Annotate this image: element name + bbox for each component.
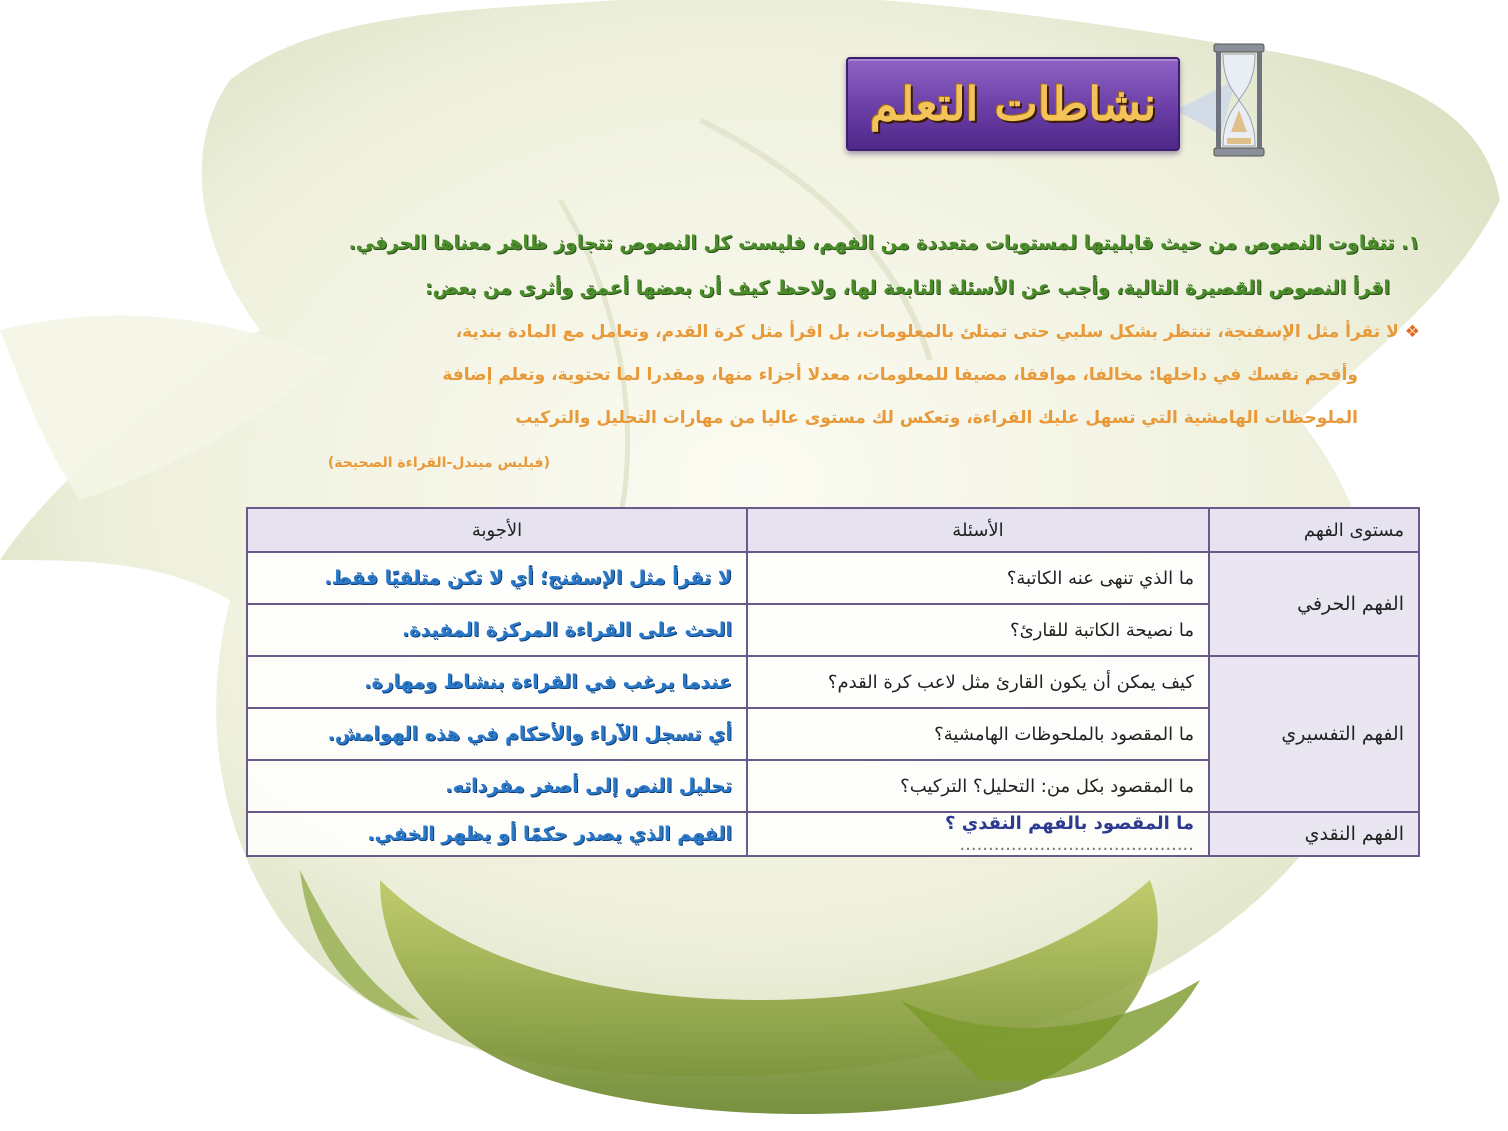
question-cell: ما المقصود بالفهم النقدي ؟ .........................................	[747, 812, 1209, 856]
table-row	[247, 656, 1419, 708]
question-cell: ما المقصود بكل من: التحليل؟ التركيب؟	[747, 760, 1209, 812]
answer-cell: لا تقرأ مثل الإسفنج؛ أي لا تكن متلقيًا فقط.	[247, 552, 747, 604]
answer-cell: تحليل النص إلى أصغر مفرداته.	[247, 760, 747, 812]
question-cell: ما نصيحة الكاتبة للقارئ؟	[747, 604, 1209, 656]
intro-line-1: ١. تتفاوت النصوص من حيث قابليتها لمستويات متعددة من الفهم، فليست كل النصوص تتجاوز ظاهر معناها الحرفي.	[348, 232, 1420, 254]
answer-cell: الفهم الذي يصدر حكمًا أو يظهر الخفي.	[247, 812, 747, 856]
header-level: مستوى الفهم	[1209, 508, 1419, 552]
hourglass-icon	[1176, 40, 1286, 160]
question-cell: كيف يمكن أن يكون القارئ مثل لاعب كرة القدم؟	[747, 656, 1209, 708]
comprehension-table	[246, 507, 1420, 857]
table-row	[247, 552, 1419, 604]
bullet-icon: ❖	[1404, 322, 1420, 342]
answer-cell: عندما يرغب في القراءة بنشاط ومهارة.	[247, 656, 747, 708]
quote-line-3: الملوحظات الهامشية التي تسهل عليك القراءة، وتعكس لك مستوى عاليا من مهارات التحليل والتركيب	[515, 408, 1358, 428]
table-row	[247, 812, 1419, 856]
level-critical: الفهم النقدي	[1209, 812, 1419, 856]
header-answers: الأجوبة	[247, 508, 747, 552]
header-questions: الأسئلة	[747, 508, 1209, 552]
question-cell: ما الذي تنهى عنه الكاتبة؟	[747, 552, 1209, 604]
answer-cell: الحث على القراءة المركزة المفيدة.	[247, 604, 747, 656]
quote-source: (فيليس ميندل-القراءة الصحيحة)	[327, 455, 550, 471]
intro-line-2: اقرأ النصوص القصيرة التالية، وأجب عن الأسئلة التابعة لها، ولاحظ كيف أن بعضها أعمق وأثرى من بعض:	[425, 277, 1390, 299]
quote-line-2: وأقحم نفسك في داخلها: مخالفا، موافقا، مضيفا للمعلومات، معدلا أجزاء منها، ومقدرا لما تحتوية، وتعلم إضافة	[442, 365, 1358, 385]
table-header-row	[247, 508, 1419, 552]
answer-cell: أي تسجل الآراء والأحكام في هذه الهوامش.	[247, 708, 747, 760]
page-title: نشاطات التعلم	[869, 77, 1157, 131]
title-banner	[846, 57, 1180, 151]
level-interpretive: الفهم التفسيري	[1209, 656, 1419, 812]
level-literal: الفهم الحرفي	[1209, 552, 1419, 656]
question-cell: ما المقصود بالملحوظات الهامشية؟	[747, 708, 1209, 760]
quote-line-1: ❖لا تقرأ مثل الإسفنجة، تنتظر بشكل سلبي حتى تمتلئ بالمعلومات، بل اقرأ مثل كرة القدم، وتعامل مع المادة بندية،	[455, 322, 1420, 342]
